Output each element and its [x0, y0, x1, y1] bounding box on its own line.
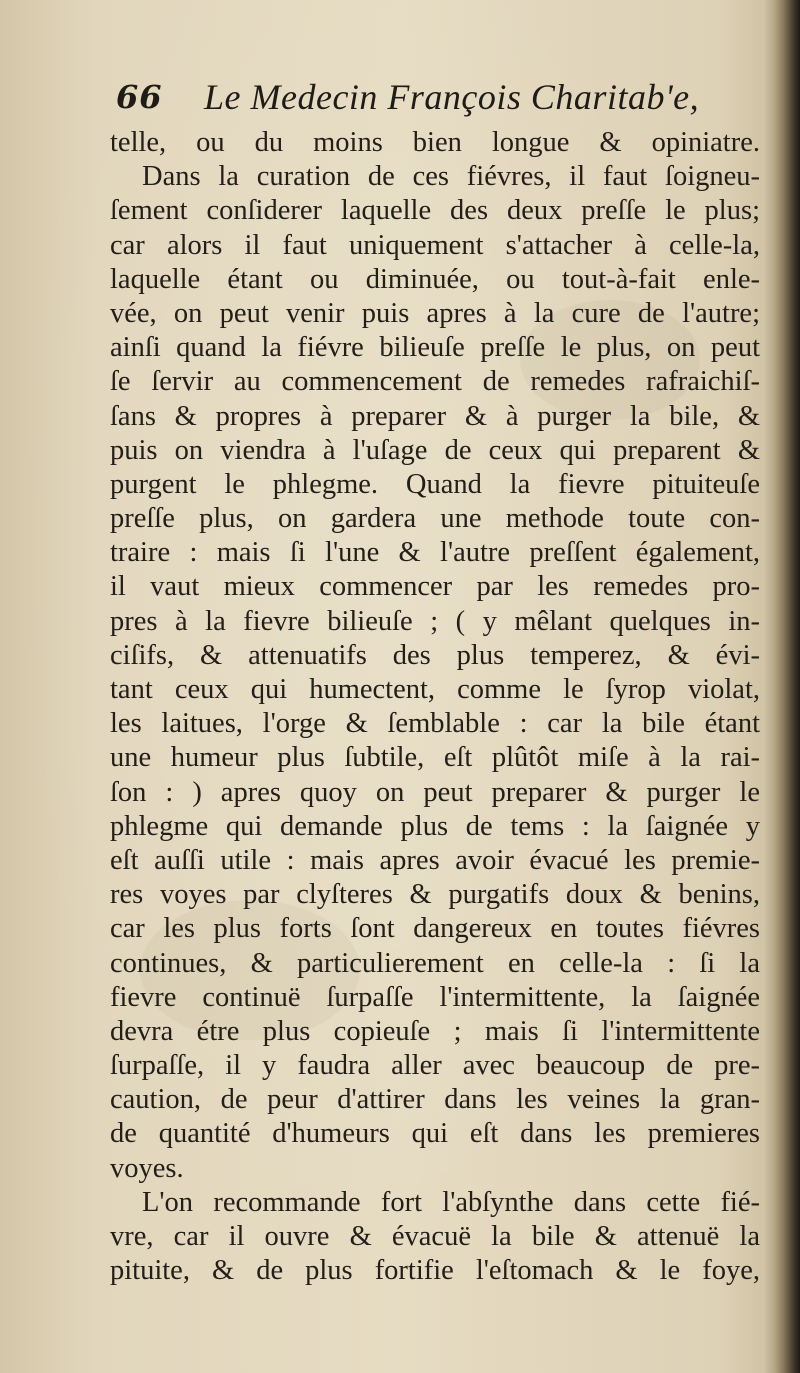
text-line: il vaut mieux commencer par les remedes pro- [110, 571, 760, 603]
text-line: ſement conſiderer laquelle des deux preſſe le plus; [110, 195, 760, 227]
page-number: 66 [116, 78, 163, 116]
text-line: voyes. [110, 1152, 184, 1184]
text-line: ſurpaſſe, il y faudra aller avec beaucoup de pre- [110, 1050, 760, 1082]
book-spine [774, 0, 800, 1373]
text-line: Dans la curation de ces fiévres, il faut ſoigneu- [142, 161, 760, 193]
text-line: ainſi quand la fiévre bilieuſe preſſe le plus, on peut [110, 332, 760, 364]
text-line: ſe ſervir au commencement de remedes rafraichiſ- [110, 366, 760, 398]
text-line: car alors il faut uniquement s'attacher à celle-la, [110, 229, 760, 261]
text-line: telle, ou du moins bien longue & opiniatre. [110, 127, 760, 158]
text-line: res voyes par clyſteres & purgatifs doux & benins, [110, 879, 760, 911]
text-line: car les plus forts ſont dangereux en toutes fiévres [110, 913, 760, 945]
text-line: de quantité d'humeurs qui eſt dans les premieres [110, 1118, 760, 1150]
text-line: tant ceux qui humectent, comme le ſyrop violat, [110, 674, 760, 705]
text-line: eſt auſſi utile : mais apres avoir évacué les premie- [110, 844, 760, 876]
text-line: les laitues, l'orge & ſemblable : car la bile étant [110, 708, 760, 740]
text-line: fievre continuë ſurpaſſe l'intermittente, la ſaignée [110, 981, 760, 1013]
text-line: ſon : ) apres quoy on peut preparer & purger le [110, 776, 760, 808]
text-line: purgent le phlegme. Quand la fievre pituiteuſe [110, 468, 760, 500]
text-line: ciſifs, & attenuatifs des plus temperez, & évi- [110, 639, 760, 671]
text-line: pituite, & de plus fortifie l'eſtomach & le foye, [110, 1255, 760, 1287]
text-line: puis on viendra à l'uſage de ceux qui preparent & [110, 434, 760, 466]
text-line: ſans & propres à preparer & à purger la bile, & [110, 400, 760, 432]
text-line: preſſe plus, on gardera une methode toute con- [110, 503, 760, 535]
text-line: L'on recommande fort l'abſynthe dans cette fié- [142, 1186, 760, 1218]
text-line: caution, de peur d'attirer dans les veines la gran- [110, 1084, 760, 1116]
page-gutter-shadow [764, 0, 774, 1373]
running-title: Le Medecin François Charitab'e, [204, 77, 700, 117]
text-line: traire : mais ſi l'une & l'autre preſſent également, [110, 537, 760, 569]
text-line: laquelle étant ou diminuée, ou tout-à-fait enle- [110, 263, 760, 295]
text-line: phlegme qui demande plus de tems : la ſaignée y [110, 810, 760, 842]
body-text [110, 126, 760, 1288]
text-line: vée, on peut venir puis apres à la cure de l'autre; [110, 297, 760, 329]
text-line: continues, & particulierement en celle-la : ſi la [110, 947, 760, 979]
text-line: une humeur plus ſubtile, eſt plûtôt miſe à la rai- [110, 742, 760, 774]
text-line: vre, car il ouvre & évacuë la bile & attenuë la [110, 1221, 760, 1252]
text-line: pres à la fievre bilieuſe ; ( y mêlant quelques in- [110, 605, 760, 637]
text-line: devra étre plus copieuſe ; mais ſi l'intermittente [110, 1015, 760, 1047]
page-header [116, 72, 756, 124]
